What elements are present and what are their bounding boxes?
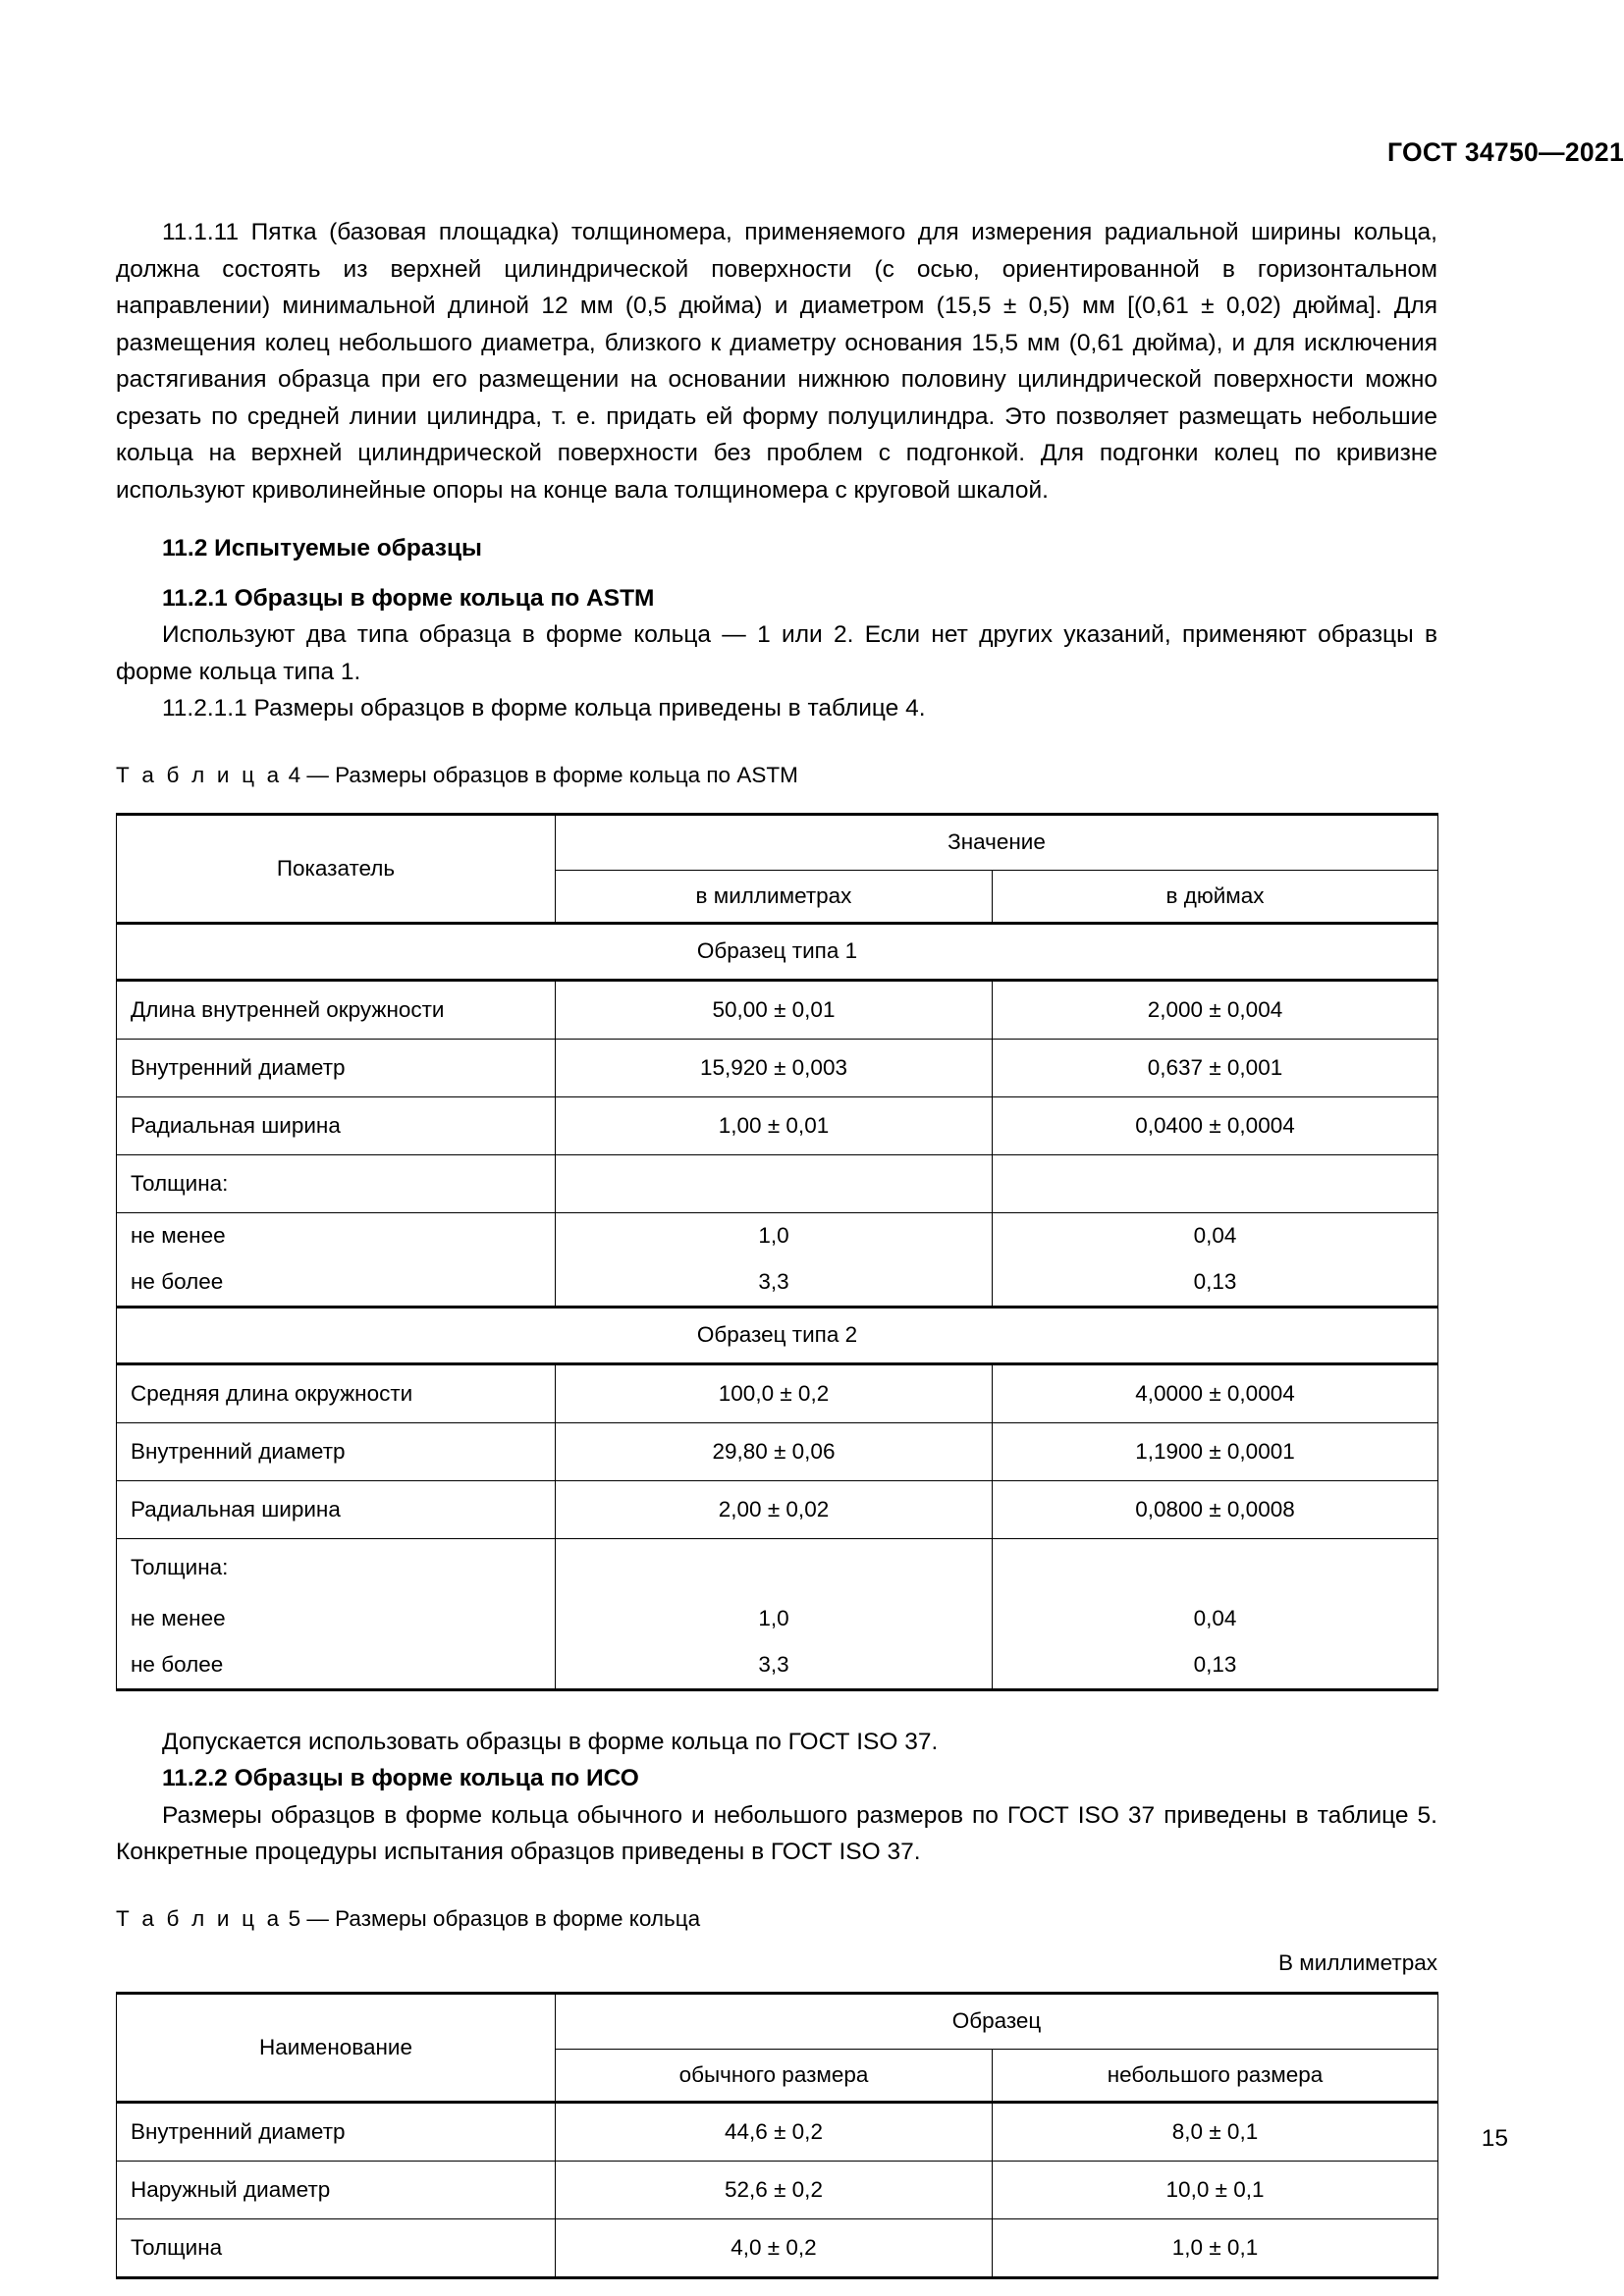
table4-caption-title: Размеры образцов в форме кольца по ASTM — [335, 762, 798, 787]
table5-cell-name: Толщина — [117, 2218, 556, 2277]
note-after-table4: Допускается использовать образцы в форме кольца по ГОСТ ISO 37. — [162, 1728, 939, 1755]
table-row — [117, 2102, 1438, 2161]
table-row — [117, 1422, 1438, 1480]
paragraph-11-2-2-body: Размеры образцов в форме кольца обычного и небольшого размеров по ГОСТ ISO 37 приведены в таблице 5. Конкретные процедуры испытания образцов приведены в ГОСТ ISO 37. — [116, 1801, 1437, 1865]
paragraph-11-2-1-1: 11.2.1.1 Размеры образцов в форме кольца приведены в таблице 4. — [162, 695, 926, 721]
table5-units-note: В миллиметрах — [1278, 1949, 1437, 1975]
table4-cell-name: Радиальная ширина — [117, 1096, 556, 1154]
table4-cell-in: 0,0400 ± 0,0004 — [993, 1096, 1438, 1154]
table5-cell-small: 10,0 ± 0,1 — [993, 2161, 1438, 2218]
table-row — [117, 1480, 1438, 1538]
spacer — [116, 1935, 1437, 1948]
table5-caption — [116, 1903, 1437, 1935]
table4-caption — [116, 760, 1437, 791]
page-header-standard-code: ГОСТ 34750—2021 — [1387, 137, 1624, 167]
table4-cell-mm: 1,00 ± 0,01 — [556, 1096, 993, 1154]
table4-cell-in: 2,000 ± 0,004 — [993, 980, 1438, 1039]
table4-cell-name: не менее — [117, 1596, 556, 1642]
table4-section-type2 — [117, 1307, 1438, 1363]
table4-cell-mm: 29,80 ± 0,06 — [556, 1422, 993, 1480]
table4-cell-in: 4,0000 ± 0,0004 — [993, 1363, 1438, 1422]
table4-cell-in: 0,13 — [993, 1642, 1438, 1690]
paragraph-11-1-11: 11.1.11 Пятка (базовая площадка) толщиномера, применяемого для измерения радиальной ширины кольца, должна состоять из верхней цилиндрической поверхности (с осью, ориентированной в горизонтальном направлении) минимальной длиной 12 мм (0,5 дюйма) и диаметром (15,5 ± 0,5) мм [(0,61 ± 0,02) дюйма]. Для размещения колец небольшого диаметра, близкого к диаметру основания 15,5 мм (0,61 дюйма), и для исключения растягивания образца при его размещении на основании нижнюю половину цилиндрической поверхности можно срезать по средней линии цилиндра, т. е. придать ей форму полуцилиндра. Это позволяет размещать небольшие кольца на верхней цилиндрической поверхности без проблем с подгонкой. Для подгонки колец по кривизне используют криволинейные опоры на конце вала толщиномера с круговой шкалой. — [116, 219, 1437, 504]
table4-cell-in: 1,1900 ± 0,0001 — [993, 1422, 1438, 1480]
table4-cell-mm: 1,0 — [556, 1212, 993, 1259]
page-content — [116, 214, 1437, 2279]
heading-11-2-2: 11.2.2 Образцы в форме кольца по ИСО — [162, 1765, 639, 1791]
table-row — [117, 980, 1438, 1039]
table-5 — [116, 1992, 1438, 2279]
table4-cell-mm — [556, 1154, 993, 1212]
table4-cell-name: Радиальная ширина — [117, 1480, 556, 1538]
table-row — [117, 1538, 1438, 1596]
table4-cell-name: Внутренний диаметр — [117, 1039, 556, 1096]
table4-cell-name: Толщина: — [117, 1154, 556, 1212]
table-row — [117, 1096, 1438, 1154]
table4-cell-name: не менее — [117, 1212, 556, 1259]
table4-cell-mm: 50,00 ± 0,01 — [556, 980, 993, 1039]
table5-cell-small: 8,0 ± 0,1 — [993, 2102, 1438, 2161]
spacer — [116, 727, 1437, 760]
table4-header-indicator: Показатель — [117, 814, 556, 923]
table5-header-row-1 — [117, 1993, 1438, 2049]
table4-cell-in — [993, 1538, 1438, 1596]
table4-cell-name: Средняя длина окружности — [117, 1363, 556, 1422]
spacer — [116, 1979, 1437, 1992]
table4-cell-mm: 100,0 ± 0,2 — [556, 1363, 993, 1422]
table4-section-title-type1: Образец типа 1 — [117, 923, 1438, 980]
table5-caption-dash: — — [306, 1905, 329, 1931]
table-row — [117, 1039, 1438, 1096]
table5-cell-small: 1,0 ± 0,1 — [993, 2218, 1438, 2277]
table5-cell-regular: 4,0 ± 0,2 — [556, 2218, 993, 2277]
table4-cell-in: 0,0800 ± 0,0008 — [993, 1480, 1438, 1538]
table4-cell-in: 0,13 — [993, 1259, 1438, 1308]
spacer — [116, 1691, 1437, 1724]
table-row — [117, 2218, 1438, 2277]
table4-cell-mm: 3,3 — [556, 1259, 993, 1308]
table4-cell-name: Внутренний диаметр — [117, 1422, 556, 1480]
table4-cell-mm: 3,3 — [556, 1642, 993, 1690]
table5-header-name: Наименование — [117, 1993, 556, 2102]
table4-header-row-1 — [117, 814, 1438, 870]
table4-cell-in: 0,637 ± 0,001 — [993, 1039, 1438, 1096]
table-row — [117, 1363, 1438, 1422]
spacer — [116, 1871, 1437, 1903]
table4-cell-mm: 2,00 ± 0,02 — [556, 1480, 993, 1538]
paragraph-11-2-1-body: Используют два типа образца в форме кольца — 1 или 2. Если нет других указаний, применяют образцы в форме кольца типа 1. — [116, 621, 1437, 685]
table4-section-type1 — [117, 923, 1438, 980]
table4-cell-name: не более — [117, 1259, 556, 1308]
table4-cell-mm: 1,0 — [556, 1596, 993, 1642]
table5-cell-regular: 52,6 ± 0,2 — [556, 2161, 993, 2218]
table-row — [117, 1259, 1438, 1308]
spacer — [116, 567, 1437, 580]
table4-cell-in — [993, 1154, 1438, 1212]
spacer — [116, 508, 1437, 530]
table4-caption-number: 4 — [288, 762, 301, 787]
table4-cell-in: 0,04 — [993, 1596, 1438, 1642]
table5-cell-name: Наружный диаметр — [117, 2161, 556, 2218]
spacer — [116, 791, 1437, 813]
table4-header-in: в дюймах — [993, 870, 1438, 923]
table4-cell-name: Толщина: — [117, 1538, 556, 1596]
table4-caption-dash: — — [306, 762, 329, 787]
page-number: 15 — [1481, 2125, 1508, 2152]
table-row — [117, 1212, 1438, 1259]
table4-header-value-group: Значение — [556, 814, 1438, 870]
heading-11-2-1: 11.2.1 Образцы в форме кольца по ASTM — [162, 584, 655, 612]
table4-section-title-type2: Образец типа 2 — [117, 1307, 1438, 1363]
table-row — [117, 1642, 1438, 1690]
table4-caption-label: Т а б л и ц а — [116, 762, 283, 787]
table-row — [117, 2161, 1438, 2218]
table5-header-regular: обычного размера — [556, 2049, 993, 2102]
table-row — [117, 1154, 1438, 1212]
table4-header-mm: в миллиметрах — [556, 870, 993, 923]
table5-caption-title: Размеры образцов в форме кольца — [335, 1905, 701, 1931]
table4-cell-name: Длина внутренней окружности — [117, 980, 556, 1039]
table-4 — [116, 813, 1438, 1691]
table4-cell-in: 0,04 — [993, 1212, 1438, 1259]
table5-caption-number: 5 — [288, 1905, 301, 1931]
table5-cell-name: Внутренний диаметр — [117, 2102, 556, 2161]
table5-caption-label: Т а б л и ц а — [116, 1905, 283, 1931]
table5-cell-regular: 44,6 ± 0,2 — [556, 2102, 993, 2161]
table-row — [117, 1596, 1438, 1642]
table4-cell-name: не более — [117, 1642, 556, 1690]
table5-header-small: небольшого размера — [993, 2049, 1438, 2102]
table4-cell-mm: 15,920 ± 0,003 — [556, 1039, 993, 1096]
table5-header-sample-group: Образец — [556, 1993, 1438, 2049]
heading-11-2: 11.2 Испытуемые образцы — [162, 535, 482, 561]
table4-cell-mm — [556, 1538, 993, 1596]
